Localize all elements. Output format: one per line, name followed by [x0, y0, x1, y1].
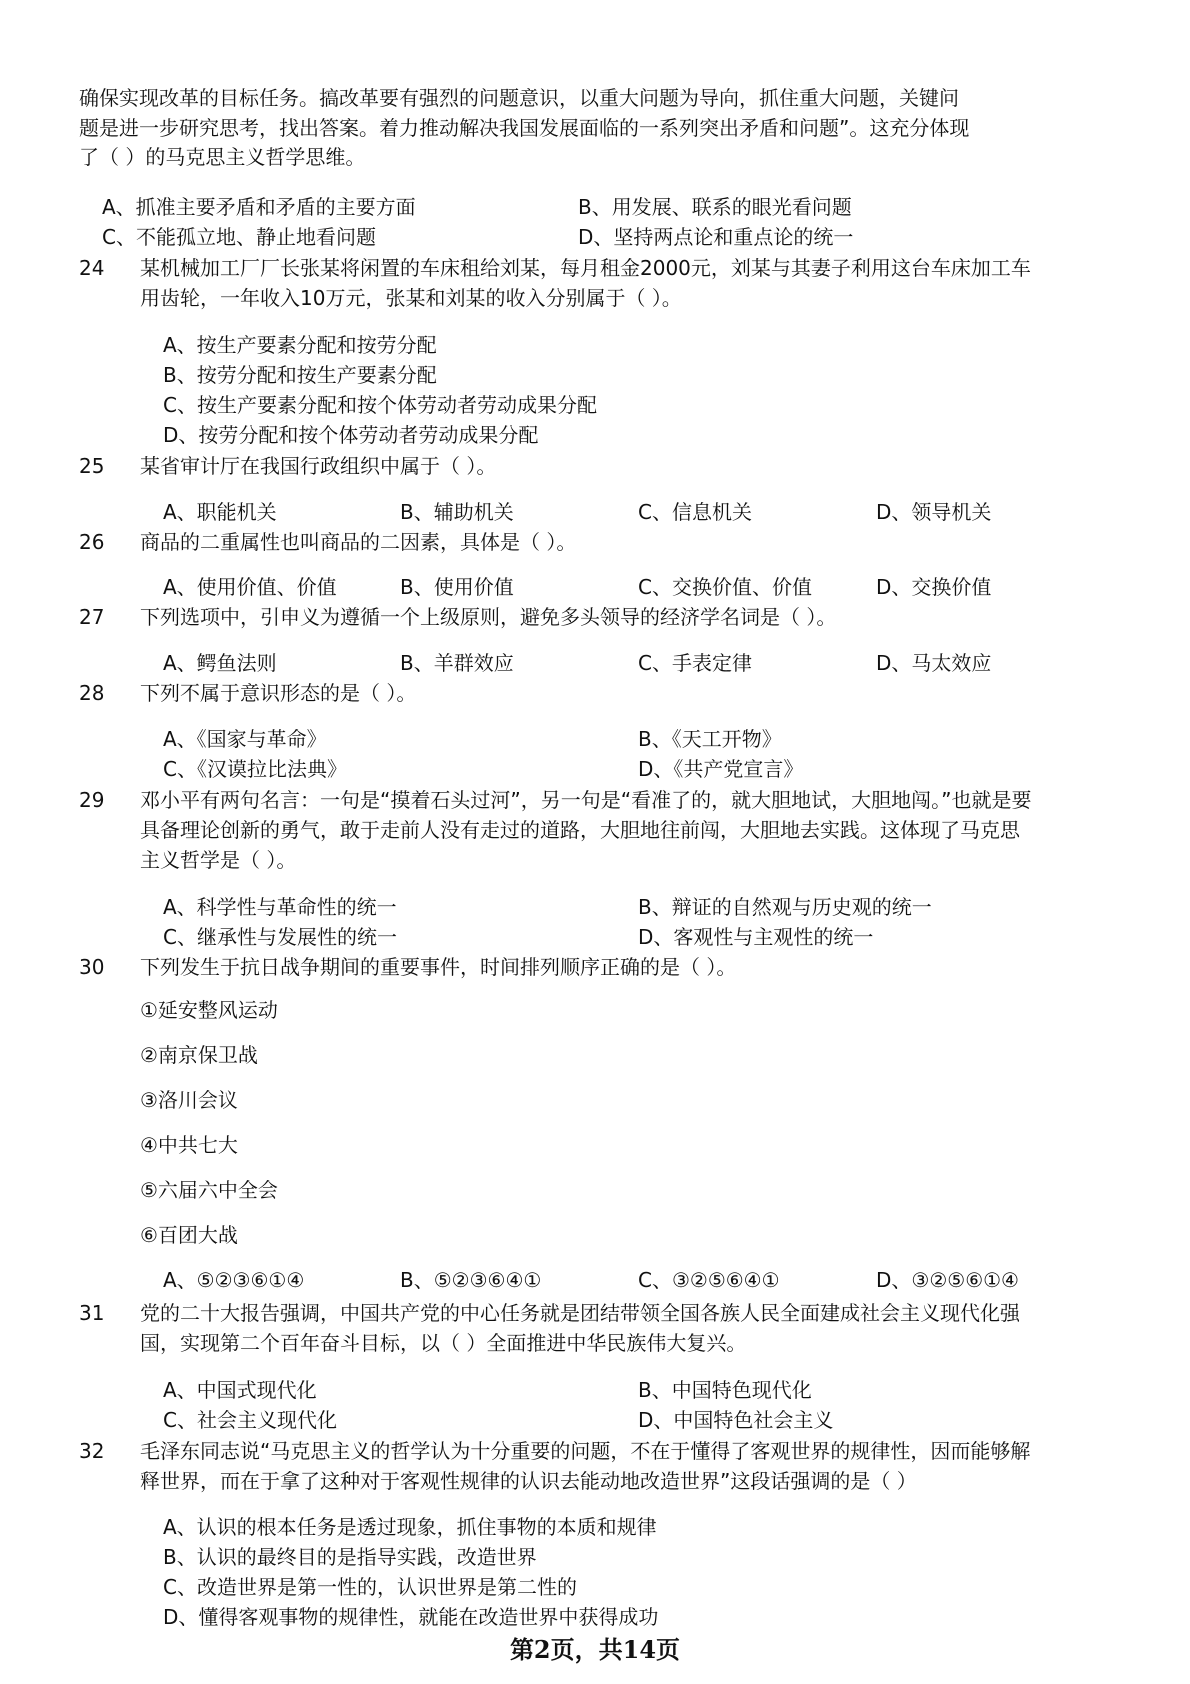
question-number: 32 [79, 1439, 105, 1463]
option-b: B、中国特色现代化 [638, 1378, 812, 1402]
question-text: 具备理论创新的勇气，敢于走前人没有走过的道路，大胆地往前闯，大胆地去实践。这体现了马克思 [140, 818, 1020, 842]
question-text: 国，实现第二个百年奋斗目标，以（ ）全面推进中华民族伟大复兴。 [140, 1331, 747, 1355]
option-b: B、《天工开物》 [638, 727, 782, 751]
option-b: B、使用价值 [400, 575, 514, 599]
question-text: 释世界，而在于拿了这种对于客观性规律的认识去能动地改造世界”这段话强调的是（ ） [140, 1469, 917, 1493]
option-b: B、按劳分配和按生产要素分配 [163, 363, 437, 387]
option-b: B、⑤②③⑥④① [400, 1268, 542, 1292]
option-a: A、科学性与革命性的统一 [163, 895, 397, 919]
question-number: 26 [79, 530, 105, 554]
option-c: C、交换价值、价值 [638, 575, 812, 599]
question-number: 25 [79, 454, 105, 478]
option-b: B、辅助机关 [400, 500, 514, 524]
question-text: 下列不属于意识形态的是（ ）。 [140, 681, 417, 705]
option-c: C、③②⑤⑥④① [638, 1268, 780, 1292]
option-c: C、手表定律 [638, 651, 752, 675]
option-a: A、职能机关 [163, 500, 277, 524]
option-b: B、用发展、联系的眼光看问题 [578, 195, 852, 219]
intro-line: 确保实现改革的目标任务。搞改革要有强烈的问题意识，以重大问题为导向，抓住重大问题，关键问 [79, 86, 959, 110]
intro-line: 了（ ）的马克思主义哲学思维。 [79, 145, 366, 169]
option-a: A、⑤②③⑥①④ [163, 1268, 305, 1292]
option-c: C、按生产要素分配和按个体劳动者劳动成果分配 [163, 393, 597, 417]
question-text: 毛泽东同志说“马克思主义的哲学认为十分重要的问题，不在于懂得了客观世界的规律性，因而能够解 [140, 1439, 1031, 1463]
event-item: ⑥百团大战 [140, 1223, 238, 1247]
event-item: ④中共七大 [140, 1133, 238, 1157]
question-number: 24 [79, 256, 105, 280]
option-d: D、马太效应 [876, 651, 992, 675]
option-d: D、《共产党宣言》 [638, 757, 804, 781]
option-c: C、改造世界是第一性的，认识世界是第二性的 [163, 1575, 577, 1599]
question-number: 31 [79, 1301, 105, 1325]
question-text: 下列选项中，引申义为遵循一个上级原则，避免多头领导的经济学名词是（ ）。 [140, 605, 837, 629]
option-b: B、辩证的自然观与历史观的统一 [638, 895, 932, 919]
option-d: D、③②⑤⑥①④ [876, 1268, 1019, 1292]
option-c: C、《汉谟拉比法典》 [163, 757, 347, 781]
option-c: C、继承性与发展性的统一 [163, 925, 397, 949]
option-d: D、交换价值 [876, 575, 992, 599]
question-text: 某省审计厅在我国行政组织中属于（ ）。 [140, 454, 497, 478]
question-text: 商品的二重属性也叫商品的二因素，具体是（ ）。 [140, 530, 577, 554]
option-a: A、鳄鱼法则 [163, 651, 277, 675]
option-d: D、客观性与主观性的统一 [638, 925, 874, 949]
question-text: 用齿轮，一年收入10万元，张某和刘某的收入分别属于（ ）。 [140, 286, 682, 310]
option-d: D、坚持两点论和重点论的统一 [578, 225, 854, 249]
option-a: A、按生产要素分配和按劳分配 [163, 333, 437, 357]
option-d: D、按劳分配和按个体劳动者劳动成果分配 [163, 423, 539, 447]
option-b: B、认识的最终目的是指导实践，改造世界 [163, 1545, 537, 1569]
option-d: D、懂得客观事物的规律性，就能在改造世界中获得成功 [163, 1605, 659, 1629]
question-number: 29 [79, 788, 105, 812]
option-d: D、领导机关 [876, 500, 992, 524]
question-text: 党的二十大报告强调，中国共产党的中心任务就是团结带领全国各族人民全面建成社会主义现代化强 [140, 1301, 1020, 1325]
option-a: A、中国式现代化 [163, 1378, 317, 1402]
intro-line: 题是进一步研究思考，找出答案。着力推动解决我国发展面临的一系列突出矛盾和问题”。这充分体现 [79, 116, 970, 140]
option-a: A、认识的根本任务是透过现象，抓住事物的本质和规律 [163, 1515, 657, 1539]
option-a: A、《国家与革命》 [163, 727, 327, 751]
option-a: A、使用价值、价值 [163, 575, 337, 599]
question-text: 邓小平有两句名言：一句是“摸着石头过河”，另一句是“看准了的，就大胆地试，大胆地闯。”也就是要 [140, 788, 1032, 812]
question-number: 27 [79, 605, 105, 629]
page-number-footer: 第2页，共14页 [509, 1635, 681, 1664]
question-text: 主义哲学是（ ）。 [140, 848, 297, 872]
option-b: B、羊群效应 [400, 651, 514, 675]
option-c: C、社会主义现代化 [163, 1408, 337, 1432]
option-c: C、不能孤立地、静止地看问题 [102, 225, 376, 249]
question-number: 28 [79, 681, 105, 705]
event-item: ⑤六届六中全会 [140, 1178, 278, 1202]
question-number: 30 [79, 955, 105, 979]
option-d: D、中国特色社会主义 [638, 1408, 834, 1432]
question-text: 下列发生于抗日战争期间的重要事件，时间排列顺序正确的是（ ）。 [140, 955, 737, 979]
option-c: C、信息机关 [638, 500, 752, 524]
question-text: 某机械加工厂厂长张某将闲置的车床租给刘某，每月租金2000元，刘某与其妻子利用这台车床加工车 [140, 256, 1031, 280]
event-item: ③洛川会议 [140, 1088, 238, 1112]
event-item: ②南京保卫战 [140, 1043, 258, 1067]
event-item: ①延安整风运动 [140, 998, 278, 1022]
option-a: A、抓准主要矛盾和矛盾的主要方面 [102, 195, 416, 219]
